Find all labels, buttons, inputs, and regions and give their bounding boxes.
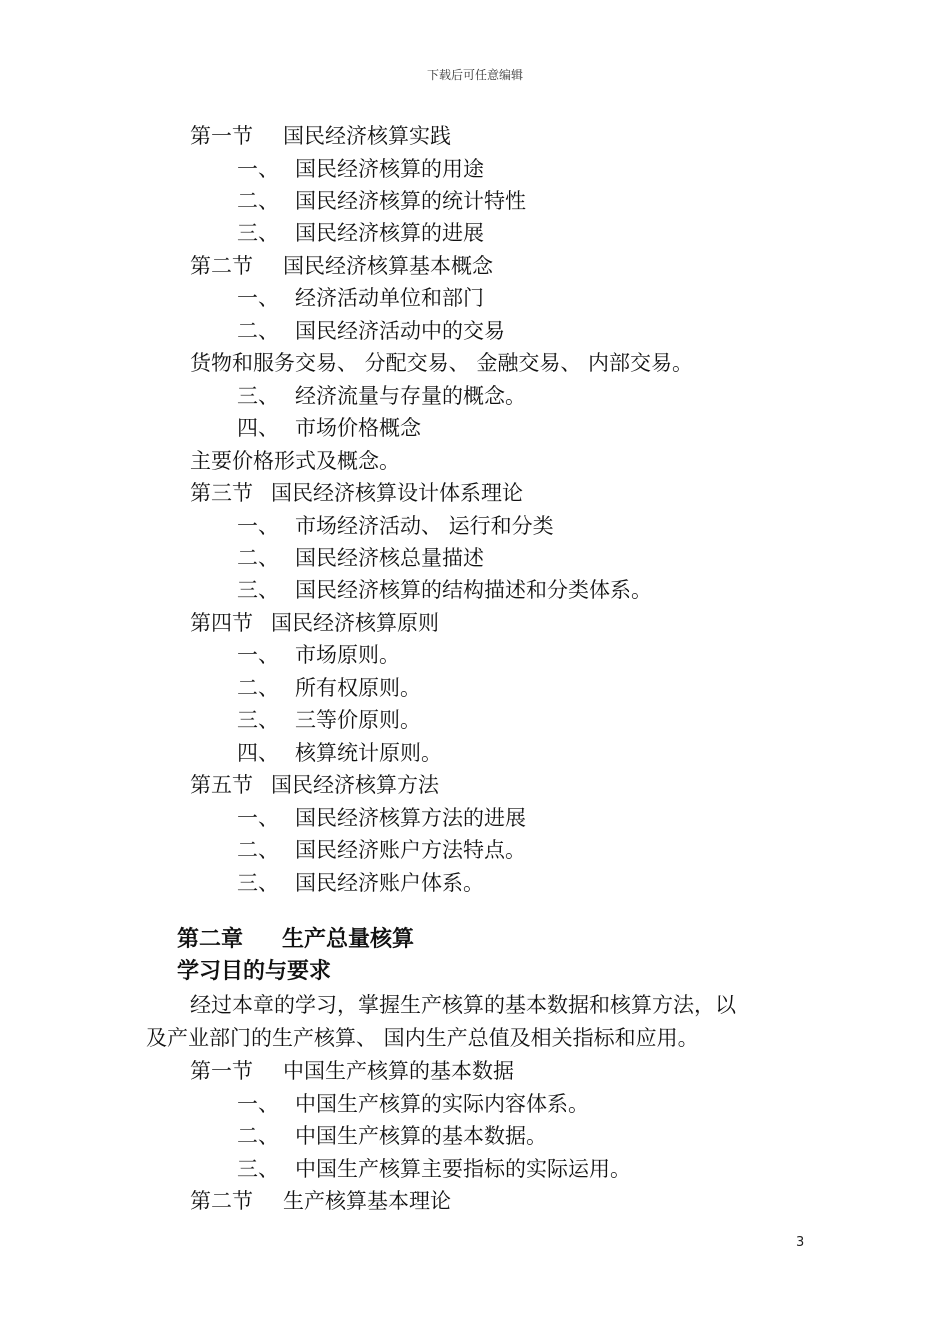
item-text: 市场经济活动、 运行和分类 <box>295 514 554 538</box>
section-heading <box>190 479 523 507</box>
list-item <box>237 804 526 832</box>
section-label: 第一节 <box>190 1059 253 1083</box>
item-number: 二、 <box>237 1124 279 1148</box>
item-text: 三等价原则。 <box>295 708 421 732</box>
item-number: 一、 <box>237 806 279 830</box>
chapter-title: 生产总量核算 <box>282 927 415 952</box>
list-item <box>237 284 484 312</box>
item-text: 经济活动单位和部门 <box>295 286 484 310</box>
item-number: 四、 <box>237 416 279 440</box>
item-text: 国民经济账户体系。 <box>295 871 484 895</box>
chapter-heading <box>177 926 414 954</box>
item-number: 一、 <box>237 514 279 538</box>
item-text: 国民经济核算的统计特性 <box>295 189 526 213</box>
section-label: 第二节 <box>190 1189 253 1213</box>
item-number: 三、 <box>237 384 279 408</box>
section-title: 国民经济核算设计体系理论 <box>271 481 523 505</box>
list-item <box>237 674 421 702</box>
section-heading <box>190 609 439 637</box>
list-item <box>237 414 421 442</box>
page-header: 下载后可任意编辑 <box>426 68 523 82</box>
item-text: 国民经济活动中的交易 <box>295 319 505 343</box>
section-label: 第二节 <box>190 254 253 278</box>
section-title: 国民经济核算实践 <box>283 124 451 148</box>
list-item <box>237 706 421 734</box>
section-heading <box>190 122 451 150</box>
body-text: 主要价格形式及概念。 <box>190 449 400 473</box>
item-number: 一、 <box>237 157 279 181</box>
item-number: 一、 <box>237 1092 279 1116</box>
section-label: 第一节 <box>190 124 253 148</box>
list-item <box>237 317 505 345</box>
item-number: 二、 <box>237 189 279 213</box>
item-text: 市场原则。 <box>295 643 400 667</box>
item-text: 中国生产核算的实际内容体系。 <box>295 1092 589 1116</box>
list-item <box>237 576 652 604</box>
item-text: 中国生产核算主要指标的实际运用。 <box>295 1157 631 1181</box>
section-heading <box>190 1187 451 1215</box>
item-text: 国民经济核算的用途 <box>295 157 484 181</box>
item-text: 国民经济账户方法特点。 <box>295 838 526 862</box>
list-item <box>237 219 484 247</box>
list-item <box>237 739 442 767</box>
item-number: 一、 <box>237 286 279 310</box>
item-text: 国民经济核算方法的进展 <box>295 806 526 830</box>
body-paragraph: 经过本章的学习，掌握生产核算的基本数据和核算方法，以 <box>190 993 736 1017</box>
item-text: 国民经济核算的结构描述和分类体系。 <box>295 578 652 602</box>
list-item <box>237 1155 631 1183</box>
list-item <box>237 155 484 183</box>
section-title: 国民经济核算基本概念 <box>283 254 493 278</box>
item-text: 核算统计原则。 <box>295 741 442 765</box>
item-number: 二、 <box>237 676 279 700</box>
item-number: 三、 <box>237 1157 279 1181</box>
section-heading <box>190 771 439 799</box>
list-item <box>237 382 526 410</box>
section-title: 中国生产核算的基本数据 <box>283 1059 514 1083</box>
section-label: 第四节 <box>190 611 253 635</box>
item-text: 市场价格概念 <box>295 416 421 440</box>
objectives-heading: 学习目的与要求 <box>177 959 332 984</box>
list-item <box>237 512 554 540</box>
list-item <box>237 869 484 897</box>
section-label: 第五节 <box>190 773 253 797</box>
item-number: 三、 <box>237 578 279 602</box>
section-title: 国民经济核算方法 <box>271 773 439 797</box>
item-number: 三、 <box>237 708 279 732</box>
list-item <box>237 1122 547 1150</box>
item-text: 国民经济核算的进展 <box>295 221 484 245</box>
item-number: 二、 <box>237 838 279 862</box>
list-item <box>237 836 526 864</box>
item-text: 中国生产核算的基本数据。 <box>295 1124 547 1148</box>
item-number: 三、 <box>237 871 279 895</box>
chapter-label: 第二章 <box>177 927 244 952</box>
item-text: 国民经济核总量描述 <box>295 546 484 570</box>
item-number: 一、 <box>237 643 279 667</box>
item-number: 二、 <box>237 319 279 343</box>
item-text: 所有权原则。 <box>295 676 421 700</box>
list-item <box>237 544 484 572</box>
item-number: 三、 <box>237 221 279 245</box>
list-item <box>237 187 526 215</box>
section-heading <box>190 252 493 280</box>
body-paragraph: 及产业部门的生产核算、 国内生产总值及相关指标和应用。 <box>146 1026 699 1050</box>
list-item <box>237 1090 589 1118</box>
item-text: 经济流量与存量的概念。 <box>295 384 526 408</box>
item-number: 四、 <box>237 741 279 765</box>
section-title: 国民经济核算原则 <box>271 611 439 635</box>
section-label: 第三节 <box>190 481 253 505</box>
section-heading <box>190 1057 514 1085</box>
list-item <box>237 641 400 669</box>
item-number: 二、 <box>237 546 279 570</box>
page-number: 3 <box>796 1235 805 1250</box>
body-text: 货物和服务交易、 分配交易、 金融交易、 内部交易。 <box>190 351 694 375</box>
section-title: 生产核算基本理论 <box>283 1189 451 1213</box>
